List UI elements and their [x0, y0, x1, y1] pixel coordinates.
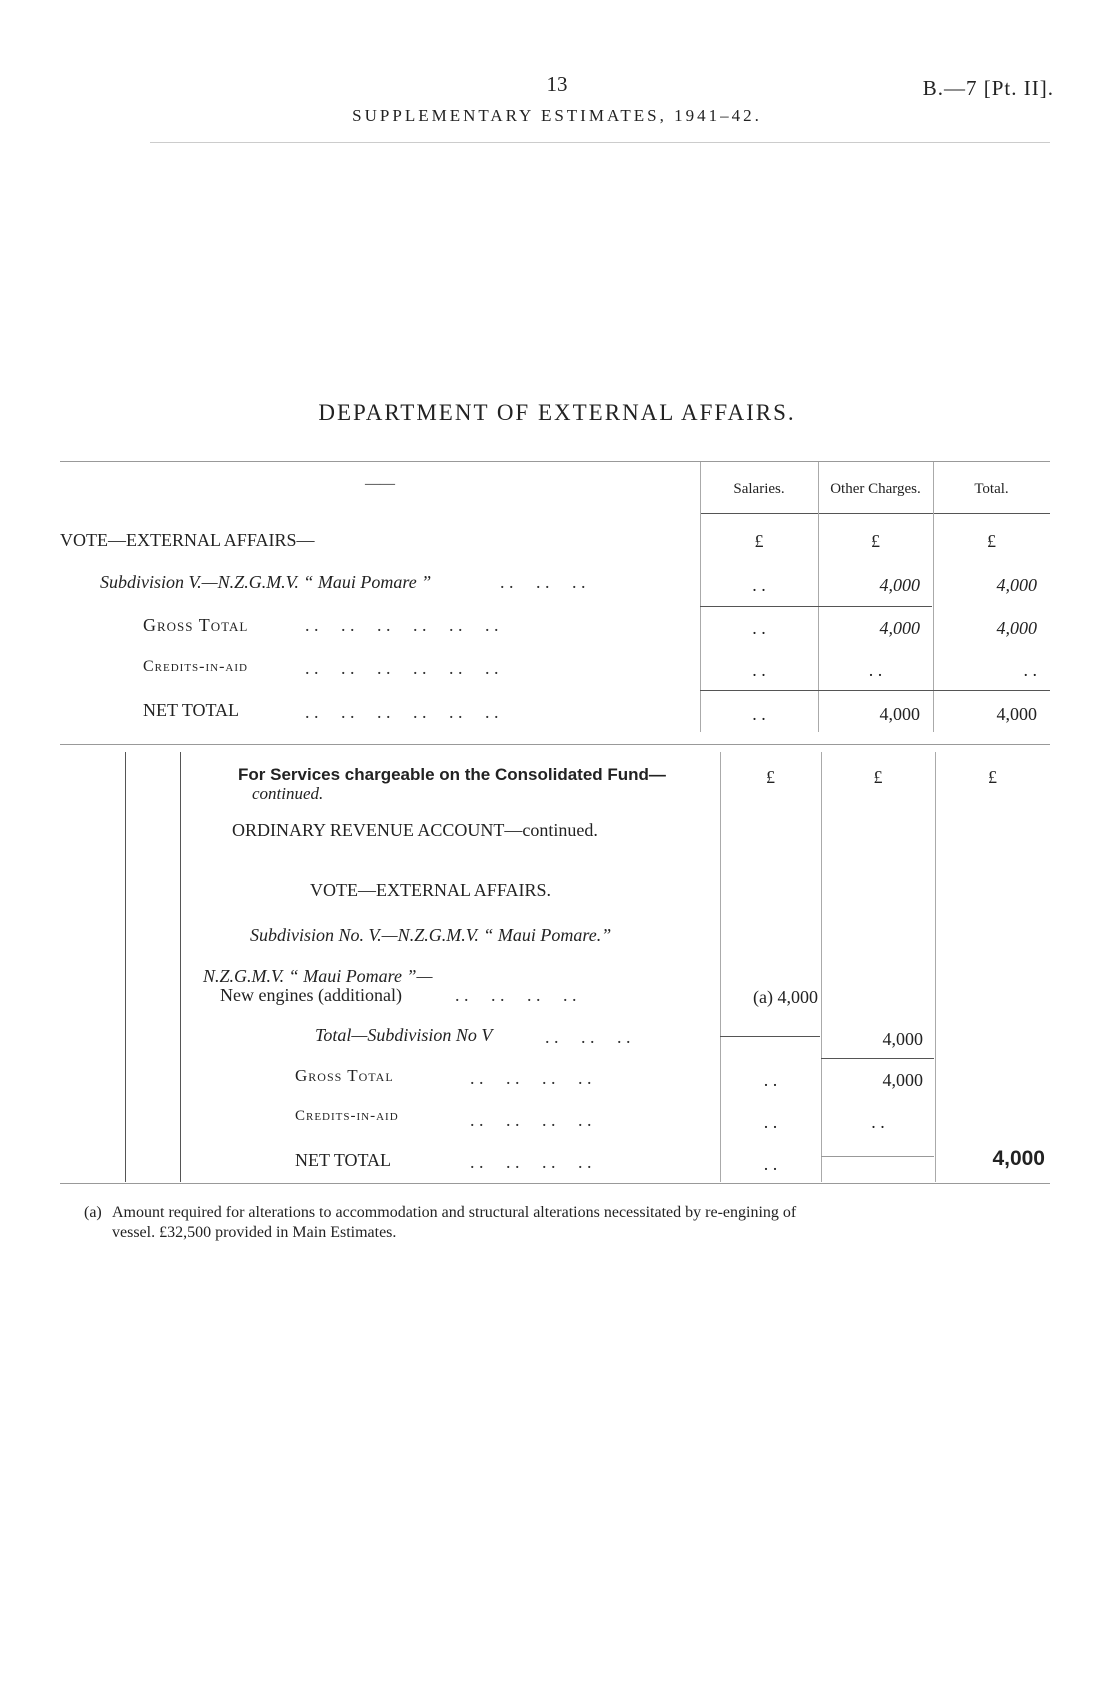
detail-gross-col1: . .	[763, 1070, 778, 1090]
credits-in-aid-salaries: . .	[752, 660, 766, 680]
detail-credits-col2: . .	[871, 1112, 885, 1132]
column-header-salaries: Salaries.	[733, 481, 785, 497]
currency-total: £	[987, 531, 996, 551]
footnote-marker: (a)	[84, 1204, 102, 1221]
column-header-blank: ——	[365, 476, 395, 492]
detail-gross-total-label: Gross Total	[295, 1066, 394, 1085]
consolidated-fund-heading: For Services chargeable on the Consolidated Fund—	[238, 765, 666, 784]
total-subdivision-amount: 4,000	[882, 1029, 923, 1049]
vote-heading: VOTE—EXTERNAL AFFAIRS—	[60, 530, 315, 550]
gross-total-other-charges: 4,000	[879, 618, 920, 638]
column-divider	[933, 462, 934, 732]
currency-col1: £	[766, 767, 775, 787]
dot-leader: . . . . . . . .	[470, 1110, 592, 1130]
net-total-label: NET TOTAL	[143, 700, 240, 720]
credits-in-aid-total: . .	[1023, 660, 1037, 680]
dot-leader: . . . . . . . . . . . .	[305, 702, 499, 722]
table-rule	[720, 1036, 820, 1037]
detail-net-total-label: NET TOTAL	[295, 1150, 392, 1170]
ordinary-revenue-account: ORDINARY REVENUE ACCOUNT—continued.	[232, 820, 598, 840]
footnote-text-line1: Amount required for alterations to accommodation and structural alterations necessitated by re-engining of	[112, 1204, 797, 1221]
detail-credits-col1: . .	[763, 1112, 778, 1132]
footnote-text-line2: vessel. £32,500 provided in Main Estimates.	[112, 1224, 397, 1241]
detail-gross-col2: 4,000	[882, 1070, 923, 1090]
table-rule	[60, 744, 1050, 745]
gross-total-total: 4,000	[996, 618, 1037, 638]
table-rule	[700, 606, 932, 607]
detail-credits-in-aid-label: Credits-in-aid	[295, 1108, 399, 1124]
currency-col3: £	[988, 767, 997, 787]
table-rule	[700, 513, 1050, 514]
document-title: SUPPLEMENTARY ESTIMATES, 1941–42.	[352, 106, 762, 125]
item-amount: (a) 4,000	[753, 987, 818, 1007]
gross-total-label: Gross Total	[143, 615, 249, 635]
table-rule	[60, 1183, 1050, 1184]
consolidated-fund-continued: continued.	[252, 784, 324, 803]
dot-leader: . . . . . . . . . . . .	[305, 658, 499, 678]
table-rule	[821, 1058, 934, 1059]
table-rule	[60, 461, 1050, 462]
header-rule	[150, 142, 1050, 143]
subdivision-salaries: . .	[752, 575, 766, 595]
currency-other-charges: £	[871, 531, 880, 551]
subdivision-other-charges: 4,000	[879, 575, 920, 595]
net-total-total: 4,000	[996, 704, 1037, 724]
item-line: New engines (additional)	[220, 985, 402, 1005]
detail-net-col1: . .	[763, 1154, 778, 1174]
gross-total-salaries: . .	[752, 618, 766, 638]
table-rule	[700, 690, 1050, 691]
dot-leader: . . . . . . . .	[455, 985, 577, 1005]
dot-leader: . . . . . . . .	[470, 1068, 592, 1088]
total-subdivision-label: Total—Subdivision No V	[315, 1025, 493, 1045]
column-divider	[935, 752, 936, 1182]
subdivision-label: Subdivision V.—N.Z.G.M.V. “ Maui Pomare ”	[100, 572, 432, 592]
department-heading: DEPARTMENT OF EXTERNAL AFFAIRS.	[318, 400, 796, 425]
currency-salaries: £	[754, 531, 764, 551]
credits-in-aid-label: Credits-in-aid	[143, 658, 248, 675]
column-divider	[818, 462, 819, 732]
detail-subdivision: Subdivision No. V.—N.Z.G.M.V. “ Maui Pomare.”	[250, 925, 612, 945]
net-total-salaries: . .	[752, 704, 766, 724]
detail-vote-heading: VOTE—EXTERNAL AFFAIRS.	[310, 880, 552, 900]
table-rule	[821, 1156, 934, 1157]
column-header-other-charges: Other Charges.	[830, 481, 921, 497]
document-reference: B.—7 [Pt. II].	[922, 76, 1054, 100]
column-header-total: Total.	[974, 481, 1009, 497]
detail-net-total: 4,000	[992, 1147, 1045, 1170]
net-total-other-charges: 4,000	[879, 704, 920, 724]
currency-col2: £	[873, 767, 883, 787]
column-divider	[125, 752, 126, 1182]
column-divider	[700, 462, 701, 732]
item-heading: N.Z.G.M.V. “ Maui Pomare ”—	[203, 966, 433, 986]
page-number: 13	[546, 72, 568, 96]
dot-leader: . . . . . . . . . . . .	[305, 615, 499, 635]
column-divider	[180, 752, 181, 1182]
dot-leader: . . . . . . . .	[470, 1152, 592, 1172]
credits-in-aid-other-charges: . .	[868, 660, 883, 680]
dot-leader: . . . . . .	[545, 1027, 631, 1047]
dot-leader: . . . . . .	[500, 572, 586, 592]
subdivision-total: 4,000	[996, 575, 1037, 595]
